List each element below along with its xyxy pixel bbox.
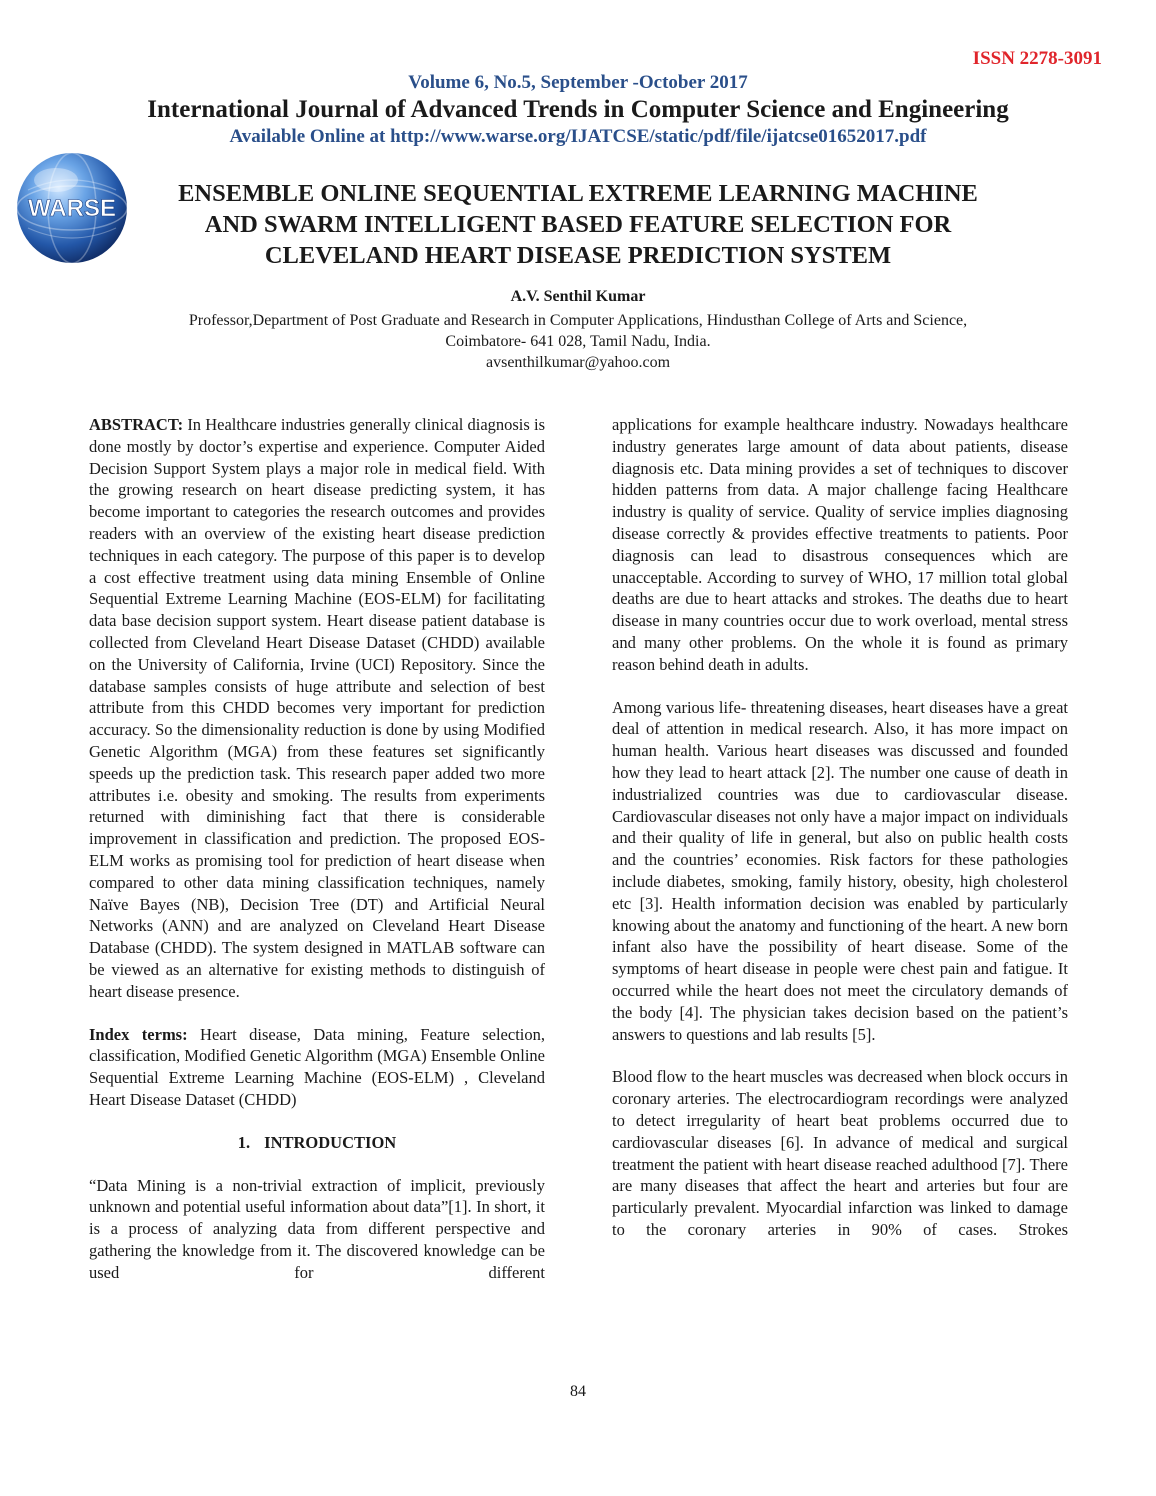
author-name: A.V. Senthil Kumar: [510, 288, 646, 305]
abstract-label: ABSTRACT:: [89, 415, 184, 434]
abstract-paragraph: [89, 414, 545, 1003]
affiliation-line: Coimbatore- 641 028, Tamil Nadu, India.: [445, 333, 711, 350]
logo-text: WARSE: [27, 195, 117, 222]
section-title: INTRODUCTION: [264, 1132, 397, 1152]
volume-line: Volume 6, No.5, September -October 2017: [408, 72, 748, 93]
abstract-text: In Healthcare industries generally clinical diagnosis is done mostly by doctor’s expertise and experience. Computer Aided Decision Support System plays a major role in medical field. With the growing research on heart disease predicting system, it has become important to categories the research outcomes and provides readers with an overview of the existing heart disease prediction techniques in each category. The purpose of this paper is to develop a cost effective treatment using data mining Ensemble of Online Sequential Extreme Learning Machine (EOS-ELM) for facilitating data base decision support system. Heart disease patient database is collected from Cleveland Heart Disease Dataset (CHDD) available on the University of California, Irvine (UCI) Repository. Since the database samples consists of huge attribute and selection of best attribute from this CHDD becomes very important for prediction accuracy. So the dimensionality reduction is done by using Modified Genetic Algorithm (MGA) from these features set significantly speeds up the prediction task. This research paper added two more attributes i.e. obesity and smoking. The results from experiments returned with diminishing fact that there is considerable improvement in classification and prediction. The proposed EOS-ELM works as promising tool for prediction of heart disease when compared to other data mining classification techniques, namely Naïve Bayes (NB), Decision Tree (DT) and Artificial Neural Networks (ANN) and are analyzed on Cleveland Heart Disease Database (CHDD). The system designed in MATLAB software can be viewed as an alternative for existing methods to distinguish of heart disease presence.: [89, 415, 545, 1001]
section-number: 1.: [237, 1132, 251, 1152]
journal-title: International Journal of Advanced Trends in Computer Science and Engineering: [147, 96, 1009, 123]
index-terms-label: Index terms:: [89, 1024, 188, 1044]
title-line: CLEVELAND HEART DISEASE PREDICTION SYSTEM: [264, 242, 892, 269]
page-number: 84: [570, 1383, 586, 1400]
title-line: AND SWARM INTELLIGENT BASED FEATURE SELECTION FOR: [204, 211, 952, 238]
online-url[interactable]: Available Online at http://www.warse.org/IJATCSE/static/pdf/file/ijatcse01652017.pdf: [229, 126, 927, 147]
intro-paragraph: “Data Mining is a non-trivial extraction of implicit, previously unknown and potential useful information about data”[1]. In short, it is a process of analyzing data from different perspective and gathering the knowledge from it. The discovered knowledge can be used for different: [89, 1175, 545, 1282]
right-column: [612, 414, 1068, 1241]
warse-logo: [14, 150, 130, 266]
title-line: ENSEMBLE ONLINE SEQUENTIAL EXTREME LEARNING MACHINE: [178, 180, 978, 207]
index-terms-paragraph: [89, 1024, 545, 1111]
body-paragraph: applications for example healthcare industry. Nowadays healthcare industry generates large amount of data about patients, disease diagnosis etc. Data mining provides a set of techniques to discover hidden patterns from data. A major challenge facing Healthcare industry is quality of service. Quality of service implies diagnosing disease correctly & provides effective treatments to patients. Poor diagnosis can lead to disastrous consequences which are unacceptable. According to survey of WHO, 17 million total global deaths are due to heart attacks and strokes. The deaths due to heart disease in many countries occur due to work overload, mental stress and many other problems. On the whole it is found as primary reason behind death in adults.: [612, 415, 1068, 674]
affiliation: [0, 310, 1156, 373]
body-paragraph: Among various life- threatening diseases, heart diseases have a great deal of attention in medical research. Also, it has more impact on human health. Various heart diseases was discussed and founded how they lead to heart attack [2]. The number one cause of death in industrialized countries was due to cardiovascular disease. Cardiovascular diseases not only have a major impact on individuals and their quality of life in general, but also on public health costs and the countries’ economies. Risk factors for these pathologies include diabetes, smoking, family history, obesity, high cholesterol etc [3]. Health information decision was enabled by particularly knowing about the anatomy and functioning of the heart. A new born infant also have the possibility of heart disease. Some of the symptoms of heart disease in people were chest pain and fatigue. It occurred while the heart does not meet the circulatory demands of the body [4]. The physician takes decision based on the patient’s answers to questions and lab results [5].: [612, 697, 1068, 1044]
author-email[interactable]: avsenthilkumar@yahoo.com: [485, 354, 671, 371]
affiliation-line: Professor,Department of Post Graduate and Research in Computer Applications, Hindusthan College of Arts and Science,: [188, 312, 968, 329]
issn-label: ISSN 2278-3091: [972, 48, 1102, 69]
section-heading: [89, 1132, 545, 1154]
left-column: [89, 414, 545, 1283]
body-paragraph: Blood flow to the heart muscles was decreased when block occurs in coronary arteries. The electrocardiogram recordings were analyzed to detect irregularity of heart beat problems occurred due to cardiovascular diseases [6]. In advance of medical and surgical treatment the patient with heart disease reached adulthood [7]. There are many diseases that affect the heart and arteries but four are particularly prevalent. Myocardial infarction was linked to damage to the coronary arteries in 90% of cases. Strokes: [612, 1067, 1068, 1239]
paper-title: [130, 178, 1026, 271]
index-terms-text: Heart disease, Data mining, Feature selection, classification, Modified Genetic Algorithm (MGA) Ensemble Online Sequential Extreme Learning Machine (EOS-ELM) , Cleveland Heart Disease Dataset (CHDD): [89, 1024, 545, 1109]
